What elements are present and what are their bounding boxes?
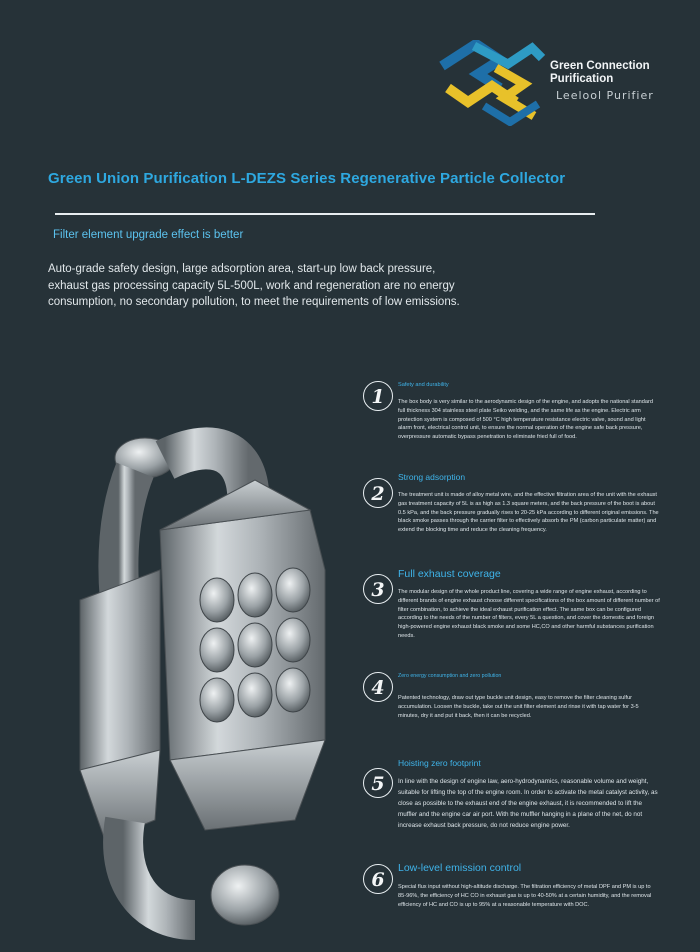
- feature-body: The box body is very similar to the aerodynamic design of the engine, and adopts the national standard full thickness 304 stainless steel plate Seiko welding, and the same life as the engine. Electric arm protection system is composed of 500 °C high temperature resistance electric valve, sound and light alarm front, electrical control unit, to ensure the normal operation of the engine safe back pressure, overpressure automatic bypass penetration to eliminate fried full of food.: [398, 399, 653, 441]
- brand-logo: [438, 40, 668, 130]
- title-divider: [55, 213, 595, 215]
- feature-body: Patented technology, draw out type buckle unit design, easy to remove the filter cleaning sulfur accumulation. Loosen the buckle, take out the unit filter element and rinse it with tap water for 3-5 minutes, dry it and put it back, then it can be recycled.: [398, 695, 639, 719]
- feature-heading: Zero energy consumption and zero pollution: [398, 673, 502, 679]
- feature-number: 5: [363, 768, 393, 798]
- brand-name: [550, 60, 650, 86]
- page-subtitle: Filter element upgrade effect is better: [53, 229, 244, 241]
- feature-body: The modular design of the whole product line, covering a wide range of engine exhaust, according to different brands of engine exhaust choose different specifications of the box amount of different number of filter combination, to achieve the ideal exhaust purification effect. The same box can be configured according to the needs of the number of filters, every 5L a question, and cover the domestic and foreign high-powered engine exhaust black smoke and some HC,CO and other harmful substances purification needs.: [398, 589, 660, 639]
- feature-number: 6: [363, 864, 393, 894]
- feature-number: 4: [363, 672, 393, 702]
- feature-heading: Low-level emission control: [398, 862, 522, 874]
- intro-paragraph: Auto-grade safety design, large adsorption area, start-up low back pressure, exhaust gas processing capacity 5L-500L, work and regeneration are no energy consumption, no secondary pollution, to meet the requirements of low emissions.: [48, 263, 460, 308]
- feature-heading: Full exhaust coverage: [398, 568, 501, 580]
- feature-number: 1: [363, 381, 393, 411]
- particle-collector-image: [75, 420, 365, 940]
- feature-body: In line with the design of engine law, aero-hydrodynamics, reasonable volume and weight, suitable for lifting the top of the engine room. In order to activate the metal catalyst activity, as close as possible to the exhaust end of the engine exhaust, it is recommended to lift the muffler and the engine car air port. With the muffler hanging in a plane of the net, do not increase exhaust back pressure, do not reduce engine power.: [398, 778, 658, 829]
- brand-line-2: Purification: [550, 73, 614, 85]
- logo-mark-icon: [438, 40, 546, 126]
- brand-script: Leelool Purifier: [556, 89, 654, 102]
- feature-body: The treatment unit is made of alloy metal wire, and the effective filtration area of the unit with the exhaust gas treatment capacity of 5L is as high as 1.3 square meters, and the back pressure of the boot is about 0.5 kPa, and the back pressure gradually rises to 20-25 kPa according to different original emissions. The black smoke passes through the carrier filter to effectively absorb the PM (carbon particulate matter) and extend the blocking time and reduce the cleaning frequency.: [398, 492, 659, 534]
- feature-heading: Strong adsorption: [398, 472, 466, 482]
- feature-number: 3: [363, 574, 393, 604]
- feature-heading: Hoisting zero footprint: [398, 758, 481, 768]
- brand-line-1: Green Connection: [550, 60, 650, 72]
- feature-heading: Safety and durability: [398, 382, 449, 388]
- feature-number: 2: [363, 478, 393, 508]
- page-title: Green Union Purification L-DEZS Series Regenerative Particle Collector: [48, 170, 566, 187]
- feature-body: Special flux input without high-altitude discharge. The filtration efficiency of metal DPF and PM is up to 85-96%, the efficiency of HC CO in exhaust gas is up to 40-50% at a certain humidity, and the removal efficiency of HC and CO is up to 95% at a reasonable temperature with DOC.: [398, 884, 652, 908]
